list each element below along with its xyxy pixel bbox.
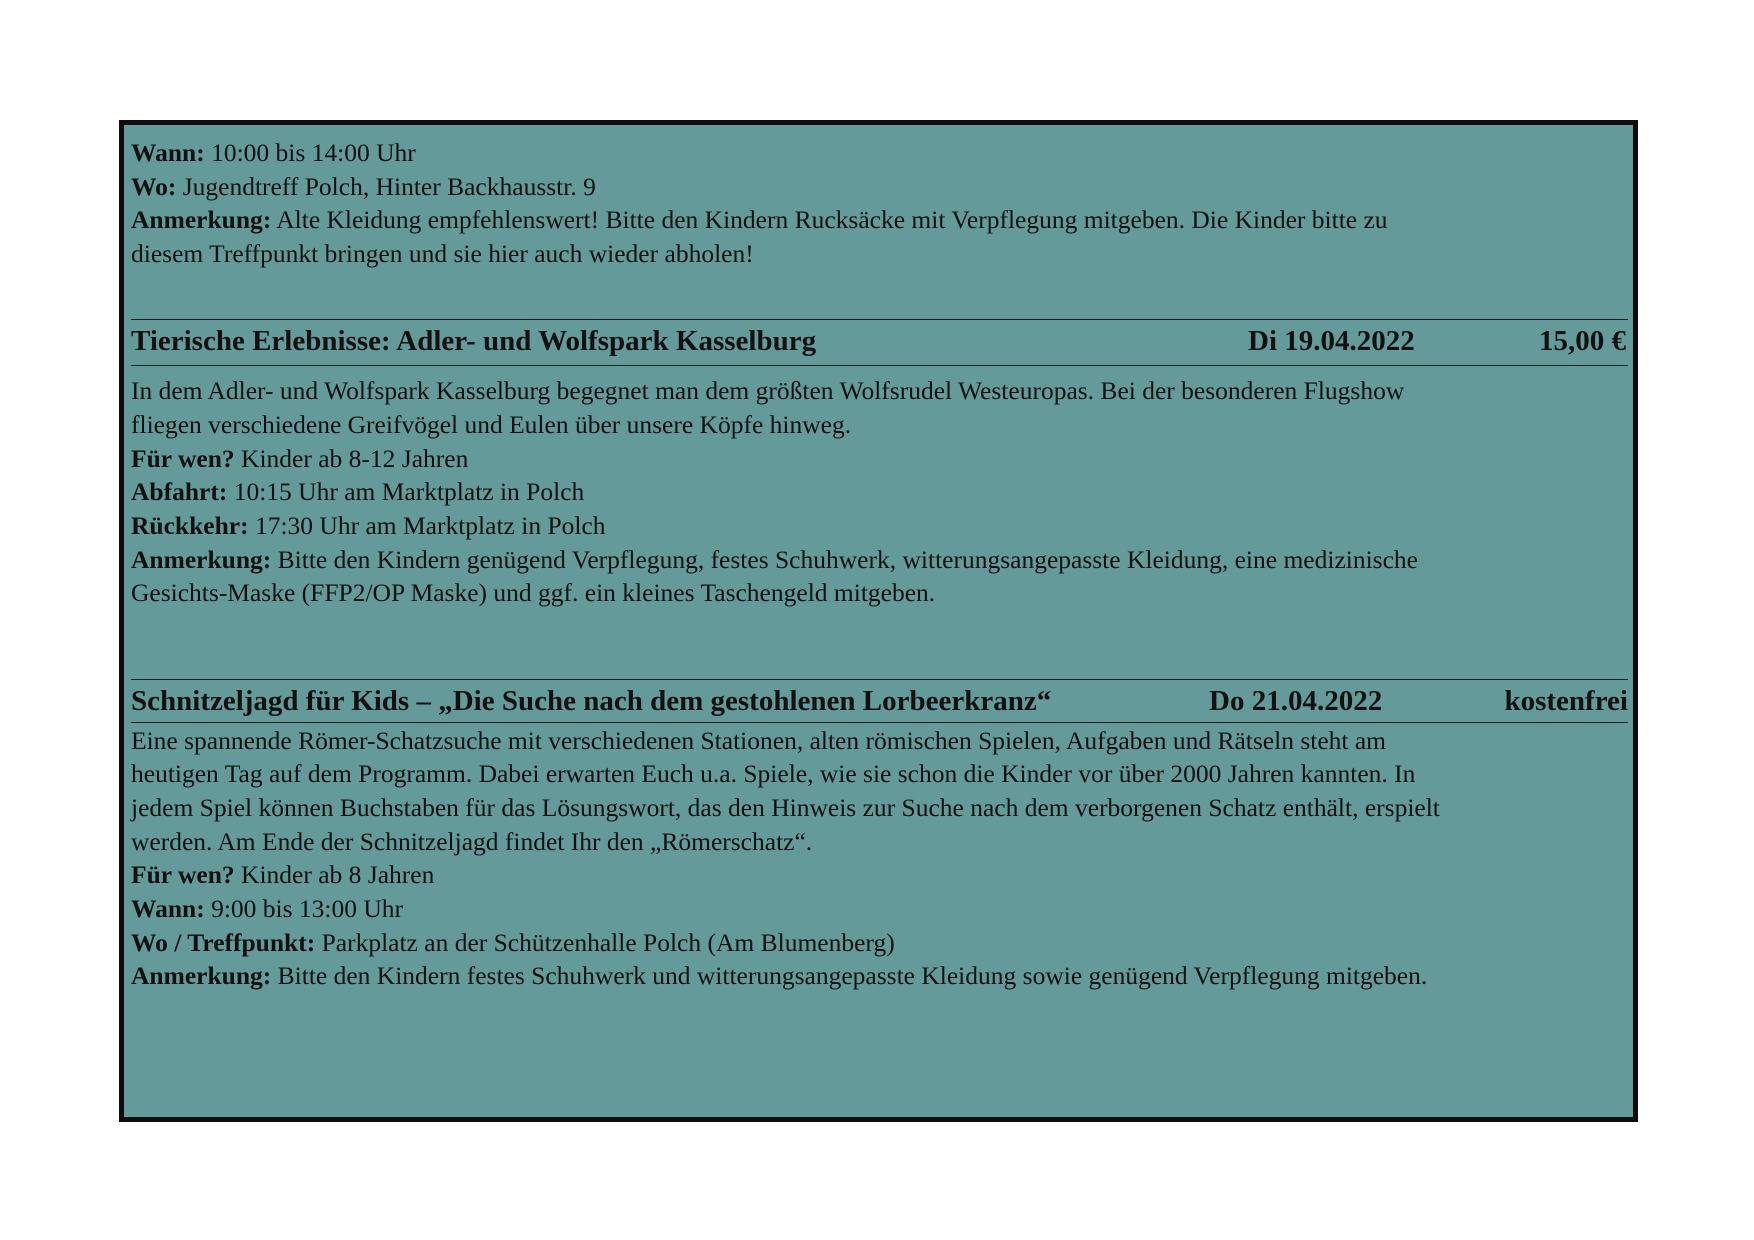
detail-line-departure: Abfahrt: 10:15 Uhr am Marktplatz in Polch <box>131 477 585 506</box>
detail-line-audience: Für wen? Kinder ab 8-12 Jahren <box>131 444 469 473</box>
description-line: werden. Am Ende der Schnitzeljagd findet Ihr den „Römerschatz“. <box>131 827 813 856</box>
event-price: 15,00 € <box>1539 325 1626 357</box>
detail-line-when: Wann: 9:00 bis 13:00 Uhr <box>131 894 404 923</box>
event-divider <box>131 319 1628 320</box>
description-line: In dem Adler- und Wolfspark Kasselburg begegnet man dem größten Wolfsrudel Westeuropas. Bei der besonderen Flugshow <box>131 376 1405 405</box>
event-title: Schnitzeljagd für Kids – „Die Suche nach dem gestohlenen Lorbeerkranz“ <box>131 685 1052 717</box>
event-listing-panel <box>119 120 1638 1122</box>
event-title: Tierische Erlebnisse: Adler- und Wolfspark Kasselburg <box>131 325 817 357</box>
detail-line-note-cont: diesem Treffpunkt bringen und sie hier auch wieder abholen! <box>131 239 754 268</box>
event-price: kostenfrei <box>1504 685 1628 717</box>
detail-line-return: Rückkehr: 17:30 Uhr am Marktplatz in Polch <box>131 511 606 540</box>
detail-line-note-cont: Gesichts-Maske (FFP2/OP Maske) und ggf. ein kleines Taschengeld mitgeben. <box>131 578 936 607</box>
event-divider <box>131 679 1628 680</box>
description-line: jedem Spiel können Buchstaben für das Lösungswort, das den Hinweis zur Suche nach dem verborgenen Schatz enthält, erspielt <box>131 793 1440 822</box>
detail-line-meeting-point: Wo / Treffpunkt: Parkplatz an der Schützenhalle Polch (Am Blumenberg) <box>131 928 895 957</box>
event-header <box>131 325 1628 363</box>
event-date: Di 19.04.2022 <box>1248 325 1415 357</box>
detail-line-note: Anmerkung: Alte Kleidung empfehlenswert! Bitte den Kindern Rucksäcke mit Verpflegung mitgeben. Die Kinder bitte zu <box>131 205 1388 234</box>
detail-line-note: Anmerkung: Bitte den Kindern genügend Verpflegung, festes Schuhwerk, witterungsangepasste Kleidung, eine medizinische <box>131 545 1418 574</box>
event-header <box>131 685 1628 723</box>
detail-line-when: Wann: 10:00 bis 14:00 Uhr <box>131 138 416 167</box>
event-date: Do 21.04.2022 <box>1209 685 1383 717</box>
detail-line-audience: Für wen? Kinder ab 8 Jahren <box>131 860 435 889</box>
event-divider <box>131 365 1628 366</box>
detail-line-where: Wo: Jugendtreff Polch, Hinter Backhausstr. 9 <box>131 172 596 201</box>
event-divider <box>131 722 1628 723</box>
description-line: heutigen Tag auf dem Programm. Dabei erwarten Euch u.a. Spiele, wie sie schon die Kinder vor über 2000 Jahren kannten. In <box>131 759 1416 788</box>
detail-line-note: Anmerkung: Bitte den Kindern festes Schuhwerk und witterungsangepasste Kleidung sowie genügend Verpflegung mitgeben. <box>131 961 1428 990</box>
description-line: fliegen verschiedene Greifvögel und Eulen über unsere Köpfe hinweg. <box>131 410 852 439</box>
description-line: Eine spannende Römer-Schatzsuche mit verschiedenen Stationen, alten römischen Spielen, Aufgaben und Rätseln steht am <box>131 726 1387 755</box>
